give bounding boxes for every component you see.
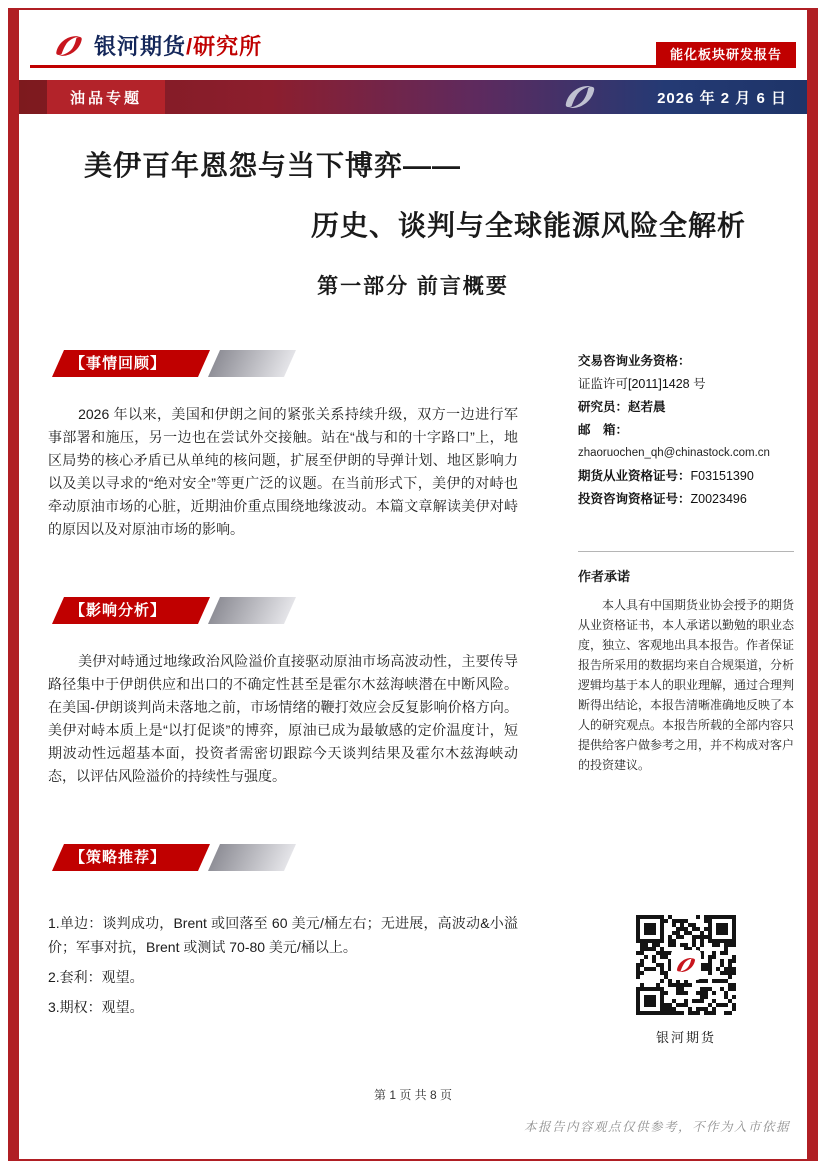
qualification-label bbox=[578, 350, 794, 373]
section-heading-strategy bbox=[48, 844, 518, 871]
email-label bbox=[578, 419, 794, 442]
strategy-item-unilateral: 1.单边：谈判成功，Brent 或回落至 60 美元/桶左右；无进展，高波动&小溢价；军事对抗，Brent 或测试 70-80 美元/桶以上。 bbox=[48, 915, 518, 955]
content-area bbox=[48, 350, 794, 1046]
brand-division: /研究所 bbox=[186, 34, 263, 59]
brand-text bbox=[94, 30, 262, 61]
page-border-bottom bbox=[8, 1159, 818, 1161]
date-banner bbox=[19, 80, 807, 114]
report-part-title: 第一部分 前言概要 bbox=[317, 275, 509, 298]
researcher-name: 赵若晨 bbox=[628, 400, 666, 414]
futures-cert-row bbox=[578, 465, 794, 488]
brand-name: 银河期货 bbox=[94, 34, 187, 59]
info-sidebar bbox=[578, 350, 794, 1046]
report-title-line1: 美伊百年恩怨与当下博弈—— bbox=[84, 150, 462, 181]
strategy-item-arbitrage: 2.套利：观望。 bbox=[48, 969, 144, 985]
page-border-right bbox=[807, 8, 818, 1161]
main-column bbox=[48, 350, 518, 1046]
report-header bbox=[30, 26, 796, 68]
advisor-cert-row bbox=[578, 488, 794, 511]
topic-badge: 油品专题 bbox=[47, 80, 165, 114]
researcher-row bbox=[578, 396, 794, 419]
email-value: zhaoruochen_qh@chinastock.com.cn bbox=[578, 447, 770, 459]
qr-logo-icon bbox=[636, 915, 736, 1015]
report-category-badge: 能化板块研发报告 bbox=[656, 42, 796, 68]
banner-logo-icon bbox=[559, 78, 601, 116]
qr-code bbox=[636, 915, 736, 1015]
brand bbox=[52, 29, 262, 63]
title-block bbox=[48, 144, 778, 300]
galaxy-logo-icon bbox=[52, 29, 86, 63]
section-heading-impact bbox=[48, 597, 518, 624]
page-number: 第 1 页 共 8 页 bbox=[373, 1088, 453, 1102]
author-promise-title: 作者承诺 bbox=[578, 569, 631, 584]
heading-gray-tail bbox=[208, 844, 296, 871]
qr-caption: 银河期货 bbox=[655, 1030, 716, 1045]
strategy-item-options: 3.期权：观望。 bbox=[48, 999, 144, 1015]
strategy-list bbox=[48, 911, 518, 1019]
email-label-text: 邮 箱： bbox=[578, 423, 629, 437]
author-promise-body: 本人具有中国期货业协会授予的期货从业资格证书，本人承诺以勤勉的职业态度，独立、客观地出具本报告。作者保证报告所采用的数据均来自合规渠道，分析逻辑均基于本人的职业理解，通过合理判断得出结论，本报告清晰准确地反映了本人的研究观点。本报告所载的全部内容只提供给客户做参考之用，并不构成对客户的投资建议。 bbox=[578, 598, 795, 772]
heading-label-impact: 【影响分析】 bbox=[70, 602, 167, 619]
heading-label-review: 【事情回顾】 bbox=[70, 355, 167, 372]
impact-paragraph: 美伊对峙通过地缘政治风险溢价直接驱动原油市场高波动性，主要传导路径集中于伊朗供应和出口的不确定性甚至是霍尔木兹海峡潜在中断风险。在美国-伊朗谈判尚未落地之前，市场情绪的鞭打效应会反复影响价格方向。美伊对峙本质上是“以打促谈”的博弈，原油已成为最敏感的定价温度计，短期波动性远超基本面，投资者需密切跟踪今天谈判结果及霍尔木兹海峡动态，以评估风险溢价的持续性与强度。 bbox=[48, 653, 518, 784]
review-paragraph: 2026 年以来，美国和伊朗之间的紧张关系持续升级，双方一边进行军事部署和施压，另一边也在尝试外交接触。站在“战与和的十字路口”上，地区局势的核心矛盾已从单纯的核问题，扩展至伊朗的导弹计划、地区影响力以及美以寻求的“绝对安全”等更广泛的议题。在当前形式下，美伊的对峙也牵动原油市场的心脏，近期油价重点围绕地缘波动。本篇文章解读美伊对峙的原因以及对原油市场的影响。 bbox=[48, 406, 518, 537]
futures-cert-label: 期货从业资格证号： bbox=[578, 469, 691, 483]
report-date: 2026 年 2 月 6 日 bbox=[657, 89, 787, 107]
bottom-disclaimer: 本报告内容观点仅供参考，不作为入市依据 bbox=[523, 1120, 790, 1134]
qualification-label-text: 交易咨询业务资格： bbox=[578, 354, 691, 368]
heading-gray-tail bbox=[208, 597, 296, 624]
page-border-top bbox=[8, 8, 818, 10]
report-title-line2: 历史、谈判与全球能源风险全解析 bbox=[310, 210, 746, 241]
heading-gray-tail bbox=[208, 350, 296, 377]
advisor-cert-value: Z0023496 bbox=[690, 492, 747, 506]
qr-logo-box bbox=[671, 950, 701, 980]
advisor-cert-label: 投资咨询资格证号： bbox=[578, 492, 691, 506]
qualification-value: 证监许可[2011]1428 号 bbox=[578, 377, 706, 391]
heading-label-strategy: 【策略推荐】 bbox=[70, 849, 167, 866]
researcher-label: 研究员： bbox=[578, 400, 629, 414]
sidebar-divider bbox=[578, 551, 794, 552]
page-border-left bbox=[8, 8, 19, 1161]
section-heading-review bbox=[48, 350, 518, 377]
futures-cert-value: F03151390 bbox=[690, 469, 754, 483]
